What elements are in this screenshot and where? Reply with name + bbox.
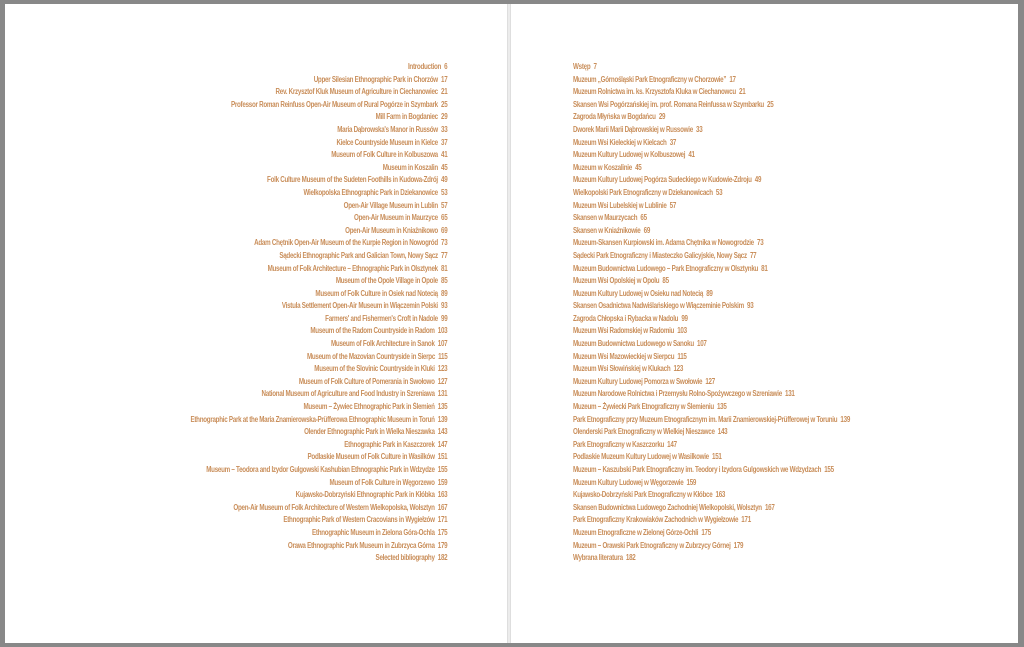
toc-entry	[573, 124, 850, 137]
left-page	[5, 4, 507, 643]
toc-entry-page-number: 57	[440, 200, 447, 210]
toc-entry	[573, 451, 850, 464]
toc-entry	[190, 552, 447, 565]
toc-entry-title: Zagroda Młyńska w Bogdańcu	[573, 112, 656, 122]
toc-entry-page-number: 127	[437, 376, 447, 386]
toc-entry-title: Podlaskie Muzeum Kultury Ludowej w Wasilkowie	[573, 452, 709, 462]
toc-entry	[190, 363, 447, 376]
toc-entry-page-number: 155	[824, 465, 834, 474]
toc-entry-page-number: 159	[437, 477, 447, 487]
toc-entry	[573, 300, 850, 313]
toc-entry	[190, 212, 447, 225]
toc-entry-page-number: 135	[437, 402, 447, 412]
toc-entry-title: Muzeum Budownictwa Ludowego – Park Etnograficzny w Olsztynku	[573, 263, 759, 273]
toc-entry	[190, 187, 447, 200]
toc-entry-title: Muzeum Narodowe Rolnictwa i Przemysłu Rolno-Spożywczego w Szreniawie	[573, 389, 782, 399]
toc-entry-title: Muzeum w Koszalinie	[573, 162, 632, 172]
toc-entry-page-number: 163	[715, 490, 726, 500]
toc-entry-page-number: 182	[625, 553, 636, 563]
toc-entry-title: Muzeum „Górnośląski Park Etnograficzny w Chorzowie”	[573, 74, 727, 84]
toc-entry	[573, 263, 850, 276]
toc-entry-title: Zagroda Chłopska i Rybacka w Nadolu	[573, 313, 679, 323]
toc-entry	[573, 426, 850, 439]
toc-entry	[190, 439, 447, 452]
toc-entry-page-number: 127	[705, 376, 715, 386]
toc-entry-title: Orawa Ethnographic Park Museum in Zubrzyca Górna	[287, 540, 435, 550]
toc-entry-page-number: 6	[443, 62, 447, 71]
toc-entry	[573, 388, 850, 401]
toc-entry-title: Sądecki Ethnographic Park and Galician Town, Nowy Sącz	[278, 250, 438, 260]
toc-entry-page-number: 29	[440, 112, 447, 122]
toc-entry-page-number: 57	[669, 200, 677, 210]
toc-entry	[573, 552, 850, 565]
toc-entry-title: Wstęp	[573, 62, 591, 71]
toc-entry-page-number: 131	[785, 389, 795, 399]
toc-entry-page-number: 69	[440, 225, 447, 235]
toc-entry-page-number: 123	[673, 364, 684, 374]
toc-entry-page-number: 49	[754, 175, 762, 185]
toc-entry-page-number: 155	[437, 465, 447, 474]
toc-entry-page-number: 135	[716, 402, 727, 412]
toc-entry-title: Ethnographic Museum in Zielona Góra-Ochla	[311, 527, 435, 537]
toc-entry	[573, 137, 850, 150]
toc-entry-title: Folk Culture Museum of the Sudeten Foothills in Kudowa-Zdrój	[266, 175, 438, 185]
toc-entry-title: Museum of Folk Architecture in Sanok	[330, 339, 435, 349]
toc-entry	[573, 414, 850, 427]
toc-entry-title: Skansen Budownictwa Ludowego Zachodniej Wielkopolski, Wolsztyn	[573, 502, 762, 512]
toc-entry-title: Muzeum Wsi Lubelskiej w Lublinie	[573, 200, 667, 210]
toc-entry-page-number: 179	[733, 540, 744, 550]
toc-entry-title: Muzeum Wsi Opolskiej w Opolu	[573, 276, 660, 286]
toc-entry-page-number: 159	[686, 477, 697, 487]
toc-entry-title: Ethnographic Park at the Maria Znamierowska-Prüfferowa Ethnographic Museum in Toruń	[190, 414, 435, 424]
toc-entry-title: Farmers' and Fishermen's Croft in Nadole	[324, 313, 438, 323]
toc-entry	[573, 477, 850, 490]
toc-entry-page-number: 69	[643, 225, 651, 235]
toc-entry-title: Wielkopolska Ethnographic Park in Dziekanowice	[303, 187, 438, 197]
toc-entry	[573, 401, 850, 414]
toc-entry-page-number: 107	[437, 339, 447, 349]
toc-entry-page-number: 29	[658, 112, 666, 122]
toc-entry-title: Museum of Folk Culture in Węgorzewo	[329, 477, 435, 487]
toc-entry-page-number: 65	[640, 213, 647, 223]
toc-entry-title: Ethnographic Park in Kaszczorek	[343, 439, 435, 449]
toc-entry-title: Maria Dąbrowska's Manor in Russów	[336, 124, 438, 134]
toc-entry	[190, 162, 447, 175]
toc-entry-title: Park Etnograficzny Krakowiaków Zachodnich w Wygiełzowie	[573, 515, 739, 525]
toc-entry	[573, 86, 850, 99]
toc-entry-title: Muzeum – Kaszubski Park Etnograficzny im. Teodory i Izydora Gulgowskich we Wdzydzach	[573, 465, 822, 474]
toc-entry-title: Muzeum Etnograficzne w Zielonej Górze-Ochli	[573, 527, 699, 537]
toc-entry	[190, 514, 447, 527]
toc-entry-title: Professor Roman Reinfuss Open-Air Museum of Rural Pogórze in Szymbark	[230, 99, 438, 109]
toc-entry	[190, 137, 447, 150]
toc-entry-title: Kujawsko-Dobrzyński Ethnographic Park in Kłóbka	[295, 490, 435, 500]
toc-entry	[190, 414, 447, 427]
toc-entry	[573, 489, 850, 502]
toc-entry-page-number: 99	[681, 313, 688, 323]
toc-entry-title: Museum of the Mazovian Countryside in Sierpc	[306, 351, 435, 361]
toc-entry-page-number: 77	[440, 250, 447, 260]
toc-entry	[573, 111, 850, 124]
toc-entry-title: Vistula Settlement Open-Air Museum in Wiączemin Polski	[281, 301, 438, 311]
toc-entry-page-number: 21	[440, 87, 447, 97]
toc-entry	[190, 237, 447, 250]
toc-entry-page-number: 103	[437, 326, 447, 336]
toc-entry	[190, 489, 447, 502]
toc-entry	[190, 74, 447, 87]
toc-entry	[573, 363, 850, 376]
toc-entry-title: Open-Air Museum of Folk Architecture of Western Wielkopolska, Wolsztyn	[233, 502, 435, 512]
toc-entry-page-number: 85	[440, 276, 447, 286]
toc-entry-page-number: 7	[593, 62, 597, 71]
toc-entry	[190, 250, 447, 263]
contents-list-polish	[573, 61, 928, 565]
toc-entry-page-number: 73	[440, 238, 447, 248]
toc-entry	[573, 174, 850, 187]
toc-entry	[190, 527, 447, 540]
toc-entry-page-number: 151	[437, 452, 447, 462]
contents-list-english	[118, 61, 447, 565]
toc-entry-title: Muzeum Wsi Kieleckiej w Kielcach	[573, 137, 667, 147]
toc-entry-page-number: 103	[677, 326, 687, 336]
toc-entry-title: Open-Air Museum in Maurzyce	[353, 213, 438, 223]
toc-entry-title: Olender Ethnographic Park in Wielka Nieszawka	[303, 427, 435, 437]
toc-entry-page-number: 53	[715, 187, 723, 197]
toc-entry-page-number: 33	[440, 124, 447, 134]
toc-entry	[190, 477, 447, 490]
toc-entry-page-number: 131	[437, 389, 447, 399]
toc-entry	[573, 502, 850, 515]
toc-entry-title: Mill Farm in Bogdaniec	[375, 112, 438, 122]
toc-entry	[573, 527, 850, 540]
toc-entry-page-number: 33	[696, 124, 703, 134]
toc-entry-title: Museum of the Opole Village in Opole	[335, 276, 438, 286]
toc-entry-title: Muzeum Rolnictwa im. ks. Krzysztofa Kluka w Ciechanowcu	[573, 87, 736, 97]
toc-entry	[190, 401, 447, 414]
right-page	[511, 4, 1018, 643]
toc-entry-page-number: 115	[677, 351, 687, 361]
toc-entry-page-number: 41	[440, 150, 447, 160]
toc-entry-title: Selected bibliography	[375, 553, 435, 563]
toc-entry-title: Museum of the Radom Countryside in Radom	[309, 326, 435, 336]
toc-entry-page-number: 107	[696, 339, 707, 349]
toc-entry	[573, 250, 850, 263]
toc-entry-title: Museum in Koszalin	[382, 162, 438, 172]
toc-entry-page-number: 93	[440, 301, 447, 311]
toc-entry	[190, 313, 447, 326]
toc-entry	[573, 237, 850, 250]
toc-entry	[190, 99, 447, 112]
toc-entry-title: Muzeum Wsi Mazowieckiej w Sierpcu	[573, 351, 675, 361]
toc-entry	[573, 325, 850, 338]
toc-entry-page-number: 139	[437, 414, 447, 424]
toc-entry-title: Ethnographic Park of Western Cracovians in Wygiełzów	[282, 515, 435, 525]
toc-entry-title: Museum – Żywiec Ethnographic Park in Ślemień	[303, 402, 435, 412]
toc-entry	[190, 502, 447, 515]
toc-entry-page-number: 17	[440, 74, 447, 84]
toc-entry	[573, 313, 850, 326]
toc-entry	[190, 124, 447, 137]
toc-entry	[190, 275, 447, 288]
toc-entry-page-number: 89	[706, 288, 713, 298]
toc-entry-title: Wielkopolski Park Etnograficzny w Dziekanowicach	[573, 187, 713, 197]
toc-entry	[573, 288, 850, 301]
toc-entry	[190, 300, 447, 313]
toc-entry	[573, 464, 850, 477]
toc-entry-page-number: 81	[761, 263, 768, 273]
toc-entry	[190, 200, 447, 213]
toc-entry-title: Muzeum – Orawski Park Etnograficzny w Zubrzycy Górnej	[573, 540, 731, 550]
toc-entry-page-number: 53	[440, 187, 447, 197]
toc-entry	[573, 540, 850, 553]
toc-entry	[190, 540, 447, 553]
toc-entry	[190, 426, 447, 439]
toc-entry-page-number: 89	[440, 288, 447, 298]
toc-entry	[190, 351, 447, 364]
toc-entry-title: Open-Air Village Museum in Lublin	[343, 200, 438, 210]
toc-entry-title: Muzeum Budownictwa Ludowego w Sanoku	[573, 339, 694, 349]
toc-entry-title: Muzeum Kultury Ludowej Pomorza w Swołowie	[573, 376, 703, 386]
toc-entry-title: Muzeum Kultury Ludowej w Węgorzewie	[573, 477, 684, 487]
toc-entry-page-number: 49	[440, 175, 447, 185]
toc-entry-title: Skansen w Maurzycach	[573, 213, 638, 223]
toc-entry-page-number: 182	[437, 553, 447, 563]
toc-entry-page-number: 17	[729, 74, 736, 84]
toc-entry-title: Upper Silesian Ethnographic Park in Chorzów	[313, 74, 438, 84]
toc-entry	[573, 439, 850, 452]
toc-entry-title: Introduction	[407, 62, 441, 71]
toc-entry-page-number: 167	[437, 502, 447, 512]
toc-entry-page-number: 143	[437, 427, 447, 437]
toc-entry-title: Muzeum-Skansen Kurpiowski im. Adama Chętnika w Nowogrodzie	[573, 238, 754, 248]
toc-entry-title: Muzeum Wsi Słowińskiej w Klukach	[573, 364, 671, 374]
toc-entry	[190, 288, 447, 301]
toc-entry	[190, 149, 447, 162]
toc-entry-title: Muzeum Wsi Radomskiej w Radomiu	[573, 326, 675, 336]
toc-entry-page-number: 25	[440, 99, 447, 109]
toc-entry-title: Museum of Folk Culture of Pomerania in Swołowo	[298, 376, 435, 386]
toc-entry-page-number: 85	[662, 276, 669, 286]
toc-entry-page-number: 175	[701, 527, 711, 537]
toc-entry-title: Skansen Osadnictwa Nadwiślańskiego w Wiączeminie Polskim	[573, 301, 744, 311]
toc-entry-page-number: 21	[738, 87, 746, 97]
toc-entry	[573, 225, 850, 238]
toc-entry	[190, 61, 447, 74]
toc-entry-title: Muzeum – Żywiecki Park Etnograficzny w Ślemieniu	[573, 402, 714, 412]
toc-entry	[190, 376, 447, 389]
toc-entry-page-number: 171	[741, 515, 751, 525]
toc-entry-page-number: 77	[749, 250, 757, 260]
toc-entry-title: Park Etnograficzny w Kaszczorku	[573, 439, 665, 449]
toc-entry	[190, 464, 447, 477]
toc-entry-title: Muzeum Kultury Ludowej Pogórza Sudeckiego w Kudowie-Zdroju	[573, 175, 752, 185]
toc-entry	[190, 225, 447, 238]
toc-entry-page-number: 45	[635, 162, 642, 172]
toc-entry-page-number: 151	[712, 452, 722, 462]
toc-entry-title: Museum of Folk Culture in Kolbuszowa	[330, 150, 438, 160]
toc-entry-page-number: 139	[840, 414, 851, 424]
toc-entry-title: Wybrana literatura	[573, 553, 623, 563]
toc-entry-page-number: 93	[747, 301, 754, 311]
toc-entry-title: Sądecki Park Etnograficzny i Miasteczko Galicyjskie, Nowy Sącz	[573, 250, 747, 260]
toc-entry-page-number: 45	[440, 162, 447, 172]
toc-entry-page-number: 123	[437, 364, 447, 374]
toc-entry-page-number: 37	[669, 137, 677, 147]
toc-entry-page-number: 171	[437, 515, 447, 525]
toc-entry-page-number: 163	[437, 490, 447, 500]
toc-entry-title: Open-Air Museum in Kniaźnikowo	[344, 225, 438, 235]
toc-entry-page-number: 81	[440, 263, 447, 273]
toc-entry-title: Museum of the Slovinic Countryside in Kluki	[313, 364, 435, 374]
toc-entry	[190, 338, 447, 351]
toc-entry	[573, 275, 850, 288]
toc-entry-title: National Museum of Agriculture and Food Industry in Szreniawa	[261, 389, 435, 399]
toc-entry	[190, 388, 447, 401]
toc-entry-page-number: 65	[440, 213, 447, 223]
toc-entry	[190, 451, 447, 464]
toc-entry	[190, 111, 447, 124]
toc-entry-title: Rev. Krzysztof Kluk Museum of Agriculture in Ciechanowiec	[275, 87, 438, 97]
toc-entry-title: Muzeum Kultury Ludowej w Osieku nad Notecią	[573, 288, 704, 298]
toc-entry-page-number: 99	[440, 313, 447, 323]
toc-entry	[573, 162, 850, 175]
toc-entry-page-number: 73	[756, 238, 764, 248]
toc-entry-page-number: 179	[437, 540, 447, 550]
toc-entry-page-number: 167	[764, 502, 775, 512]
toc-entry-page-number: 115	[437, 351, 447, 361]
toc-entry-page-number: 175	[437, 527, 447, 537]
toc-entry	[190, 263, 447, 276]
toc-entry-title: Skansen w Kniaźnikowie	[573, 225, 641, 235]
toc-entry	[573, 61, 850, 74]
toc-entry	[190, 174, 447, 187]
toc-entry	[573, 187, 850, 200]
toc-entry	[190, 325, 447, 338]
toc-entry-title: Museum – Teodora and Izydor Gulgowski Kashubian Ethnographic Park in Wdzydze	[205, 465, 435, 474]
toc-entry	[573, 99, 850, 112]
toc-entry-page-number: 143	[717, 427, 728, 437]
toc-entry-title: Museum of Folk Culture in Osiek nad Notecią	[315, 288, 438, 298]
toc-entry-page-number: 147	[667, 439, 677, 449]
toc-entry	[573, 338, 850, 351]
toc-entry-page-number: 147	[437, 439, 447, 449]
toc-entry-title: Podlaskie Museum of Folk Culture in Wasilków	[307, 452, 435, 462]
toc-entry	[573, 212, 850, 225]
toc-entry-title: Dworek Marii Marii Dąbrowskiej w Russowie	[573, 124, 693, 134]
toc-entry-title: Kielce Countryside Museum in Kielce	[336, 137, 438, 147]
toc-entry-title: Skansen Wsi Pogórzańskiej im. prof. Romana Reinfussa w Szymbarku	[573, 99, 764, 109]
toc-entry-title: Kujawsko-Dobrzyński Park Etnograficzny w Kłóbce	[573, 490, 713, 500]
toc-entry	[573, 200, 850, 213]
toc-entry	[573, 514, 850, 527]
toc-entry	[573, 74, 850, 87]
toc-entry-title: Olenderski Park Etnograficzny w Wielkiej Nieszawce	[573, 427, 715, 437]
toc-entry-page-number: 37	[440, 137, 447, 147]
toc-entry-title: Adam Chętnik Open-Air Museum of the Kurpie Region in Nowogród	[253, 238, 438, 248]
toc-entry-page-number: 41	[688, 150, 695, 160]
toc-entry-page-number: 25	[767, 99, 774, 109]
toc-entry-title: Park Etnograficzny przy Muzeum Etnograficznym im. Marii Znamierowskiej-Prüfferowej w Toruniu	[573, 414, 838, 424]
toc-entry	[190, 86, 447, 99]
toc-entry-title: Museum of Folk Architecture – Ethnographic Park in Olsztynek	[267, 263, 438, 273]
toc-entry-title: Muzeum Kultury Ludowej w Kolbuszowej	[573, 150, 686, 160]
toc-entry	[573, 351, 850, 364]
toc-entry	[573, 376, 850, 389]
toc-entry	[573, 149, 850, 162]
